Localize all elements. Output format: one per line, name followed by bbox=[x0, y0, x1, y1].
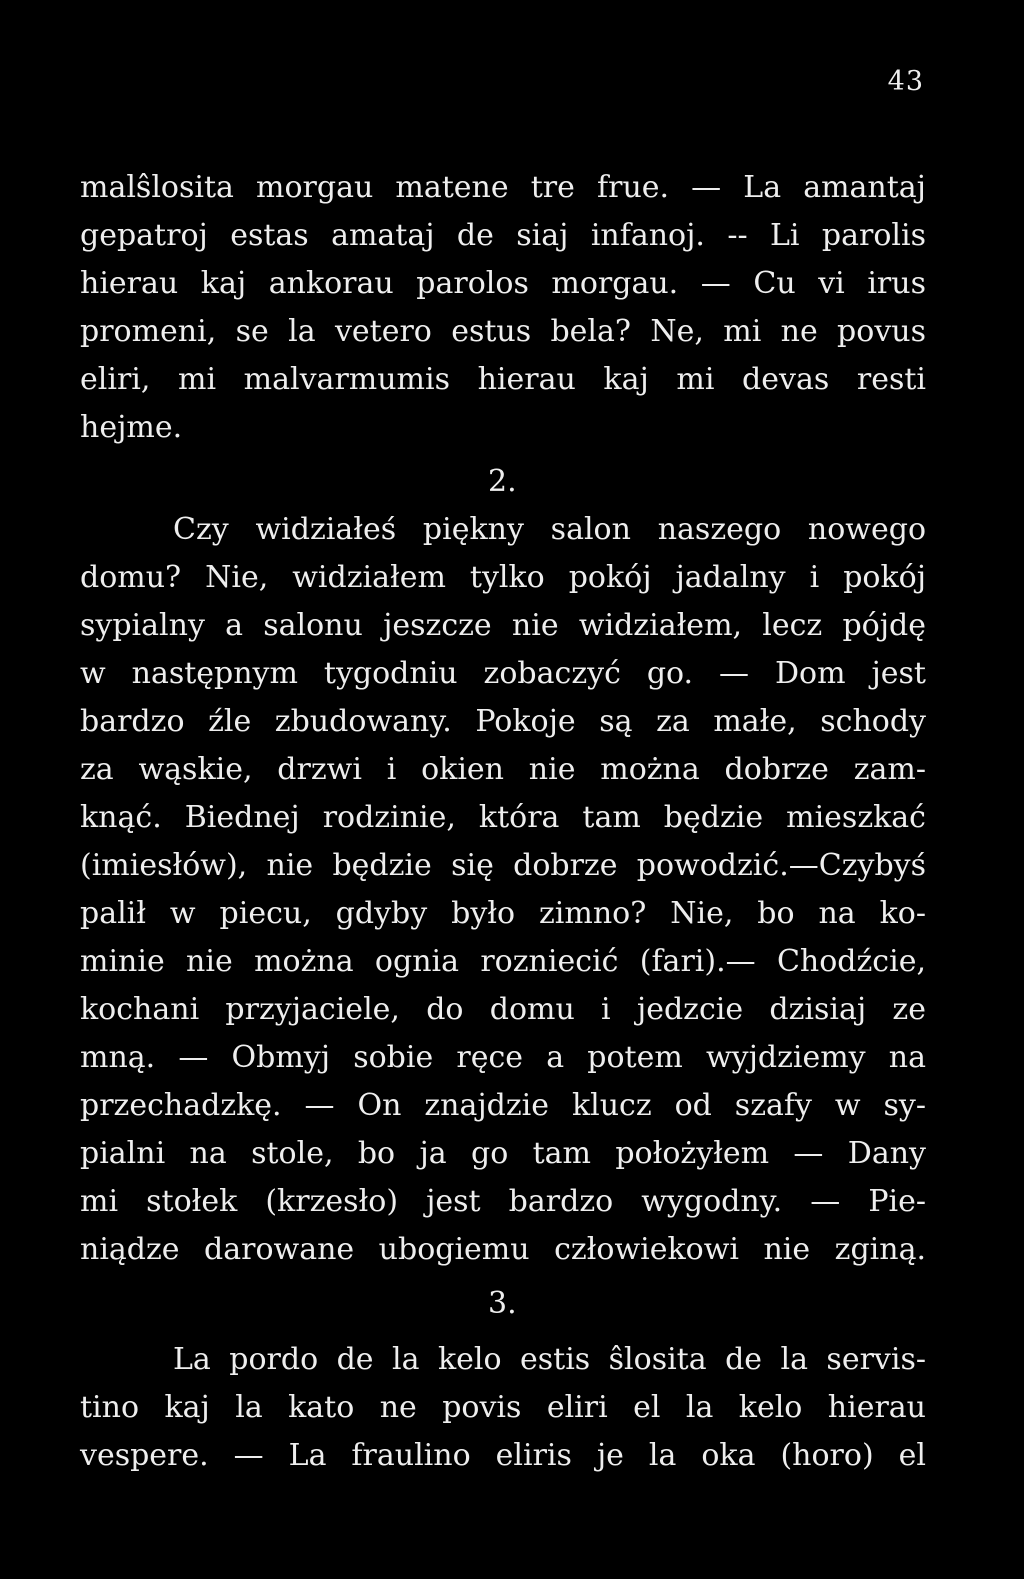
text-line: w następnym tygodniu zobaczyć go. — Dom jest bbox=[80, 656, 926, 691]
text-line: knąć. Biednej rodzinie, która tam będzie mieszkać bbox=[80, 800, 926, 835]
text-line: hejme. bbox=[80, 410, 183, 445]
text-line: hierau kaj ankorau parolos morgau. — Cu vi irus bbox=[80, 266, 926, 301]
text-line: niądze darowane ubogiemu człowiekowi nie zginą. bbox=[80, 1232, 926, 1267]
text-line: sypialny a salonu jeszcze nie widziałem, lecz pójdę bbox=[80, 608, 926, 643]
text-line: palił w piecu, gdyby było zimno? Nie, bo na ko- bbox=[80, 896, 926, 931]
text-line: vespere. — La fraulino eliris je la oka (horo) el bbox=[80, 1438, 926, 1473]
text-line: malŝlosita morgau matene tre frue. — La amantaj bbox=[80, 170, 926, 205]
text-line: promeni, se la vetero estus bela? Ne, mi ne povus bbox=[80, 314, 926, 349]
text-line: domu? Nie, widziałem tylko pokój jadalny i pokój bbox=[80, 560, 926, 595]
text-line: tino kaj la kato ne povis eliri el la kelo hierau bbox=[80, 1390, 926, 1425]
text-line: eliri, mi malvarmumis hierau kaj mi devas resti bbox=[80, 362, 926, 397]
section-number: 3. bbox=[488, 1286, 517, 1321]
text-line: (imiesłów), nie będzie się dobrze powodzić.—Czybyś bbox=[80, 848, 926, 883]
text-line: pialni na stole, bo ja go tam położyłem — Dany bbox=[80, 1136, 926, 1171]
text-line: minie nie można ognia rozniecić (fari).— Chodźcie, bbox=[80, 944, 926, 979]
text-line: mną. — Obmyj sobie ręce a potem wyjdziemy na bbox=[80, 1040, 926, 1075]
text-line: przechadzkę. — On znajdzie klucz od szafy w sy- bbox=[80, 1088, 926, 1123]
text-line: gepatroj estas amataj de siaj infanoj. -- Li parolis bbox=[80, 218, 926, 253]
text-line: Czy widziałeś piękny salon naszego nowego bbox=[173, 512, 926, 547]
section-number: 2. bbox=[488, 464, 517, 499]
page-number: 43 bbox=[887, 66, 924, 97]
text-line: mi stołek (krzesło) jest bardzo wygodny. — Pie- bbox=[80, 1184, 926, 1219]
text-line: kochani przyjaciele, do domu i jedzcie dzisiaj ze bbox=[80, 992, 926, 1027]
text-line: za wąskie, drzwi i okien nie można dobrze zam- bbox=[80, 752, 926, 787]
text-line: La pordo de la kelo estis ŝlosita de la servis- bbox=[173, 1342, 926, 1377]
text-line: bardzo źle zbudowany. Pokoje są za małe, schody bbox=[80, 704, 926, 739]
